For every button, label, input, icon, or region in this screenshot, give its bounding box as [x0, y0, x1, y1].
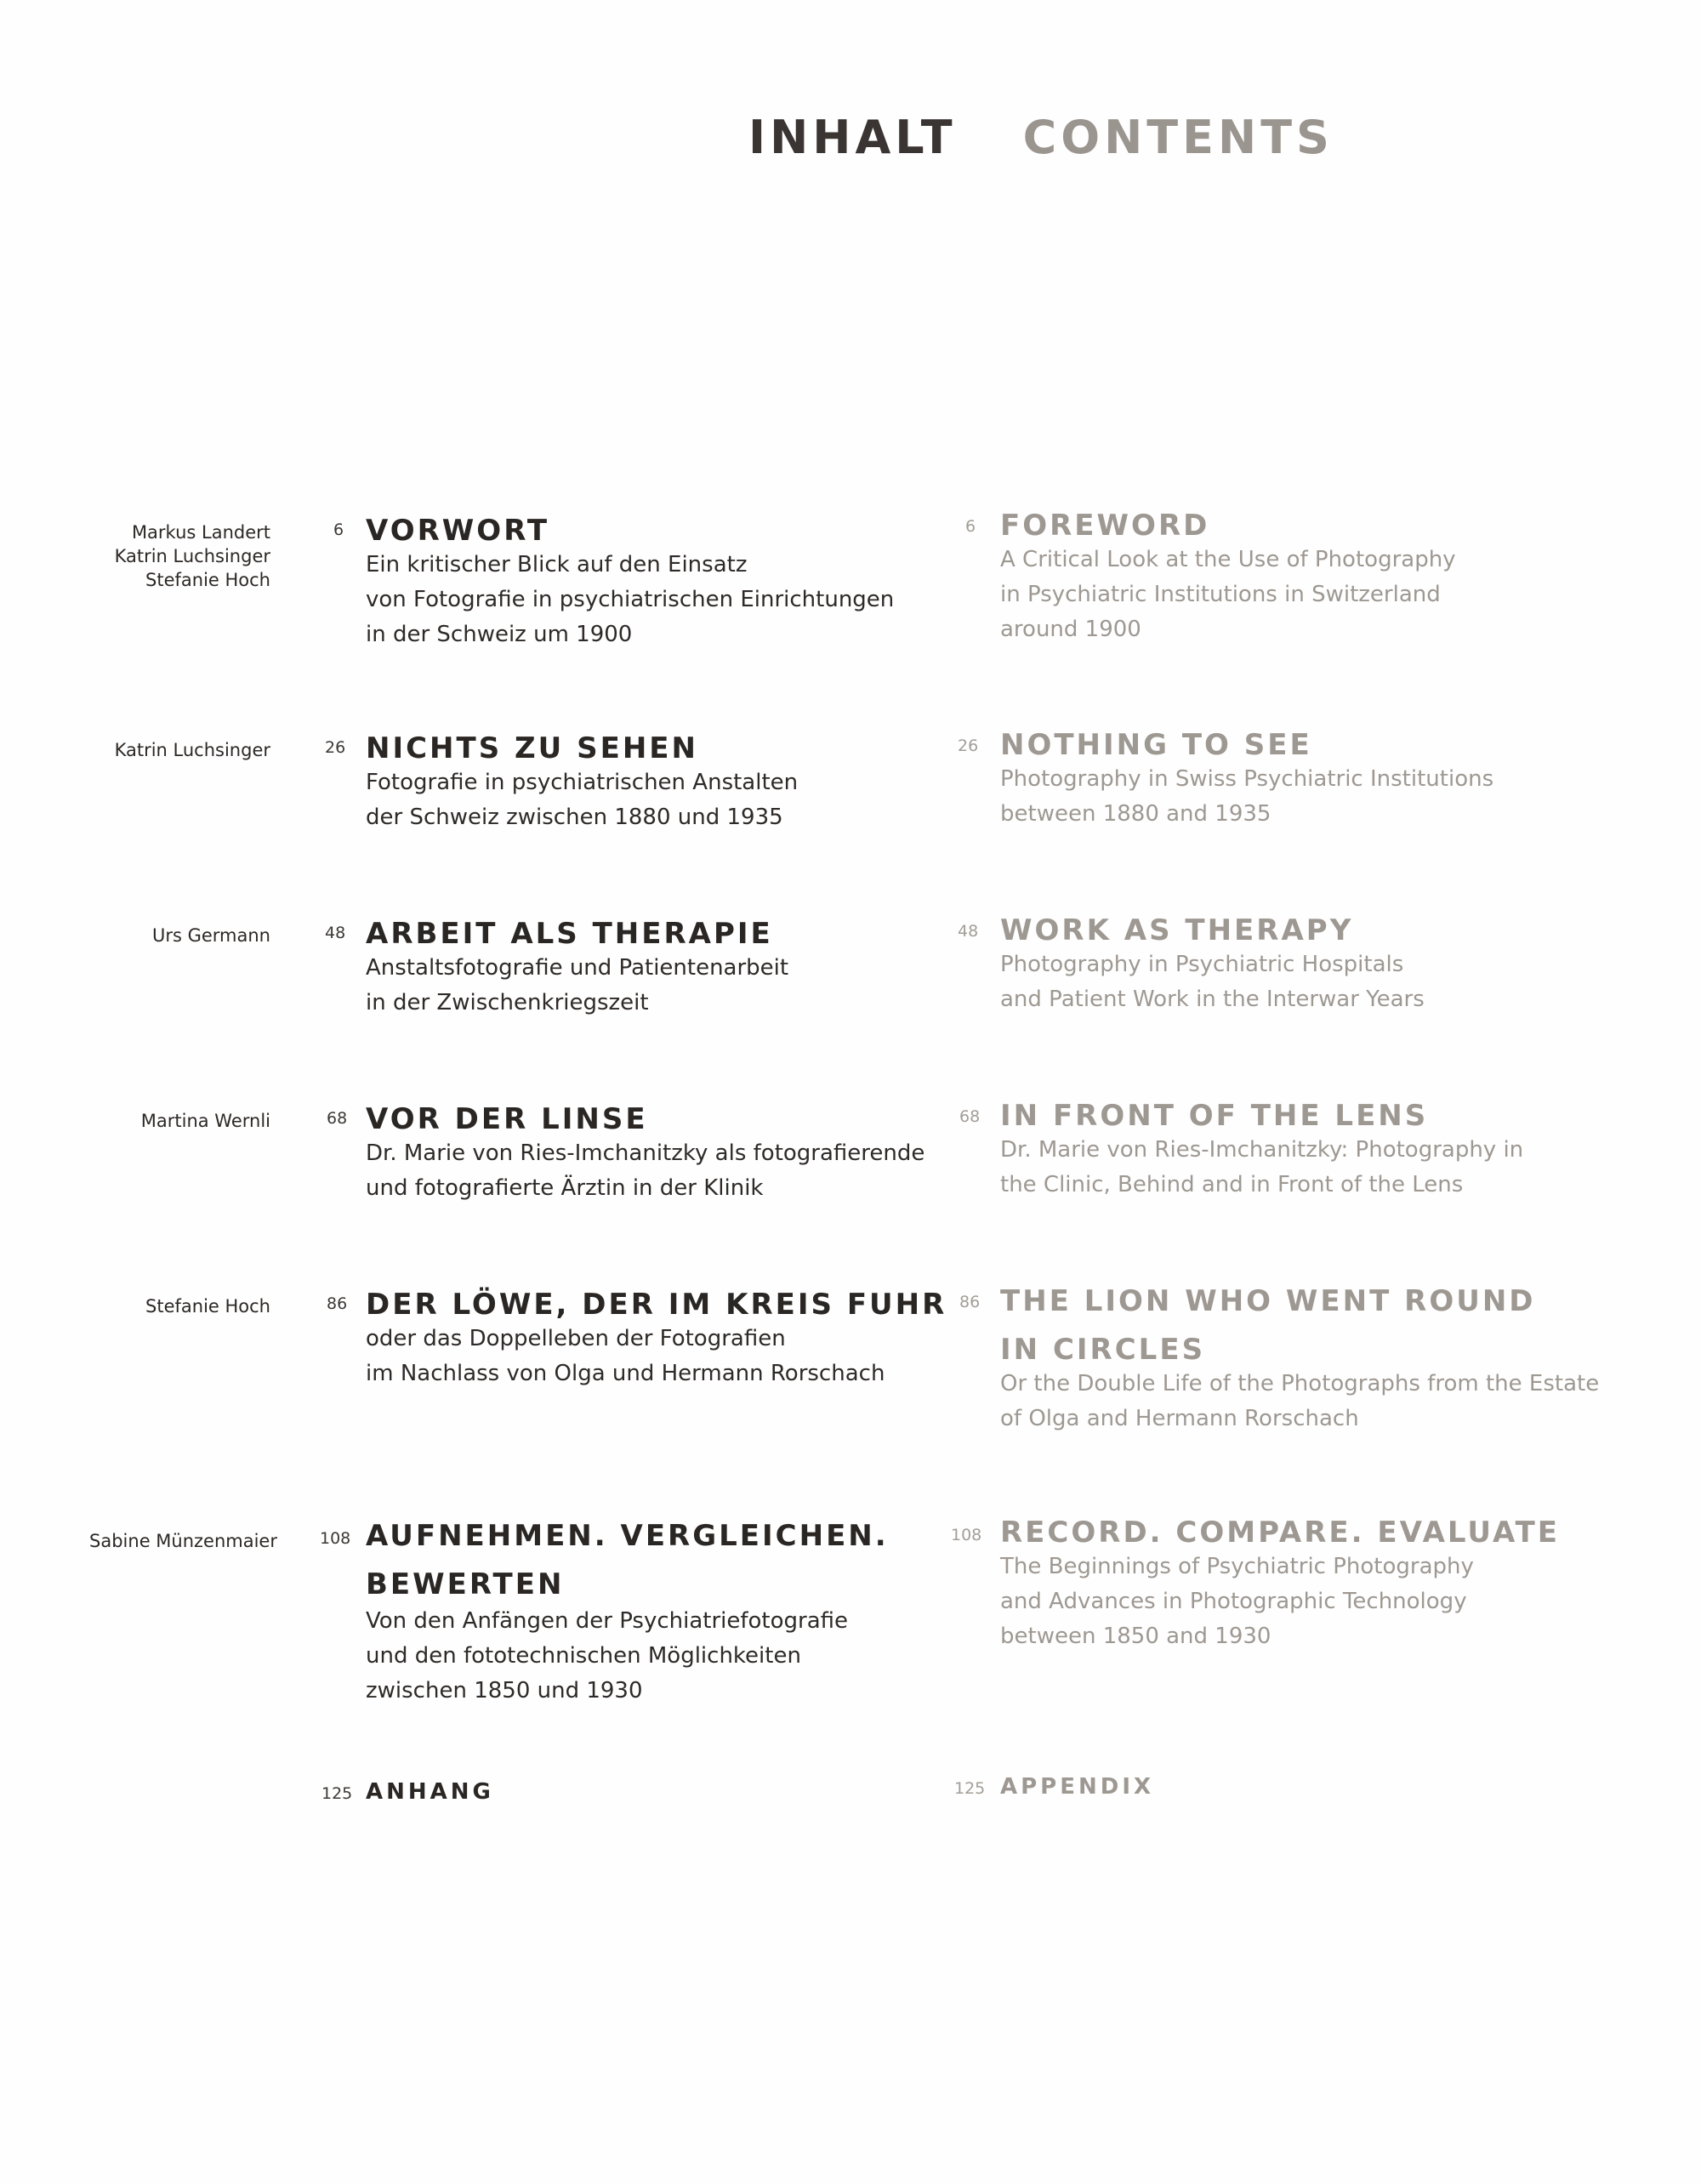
entry-title-de: ARBEIT ALS THERAPIE	[366, 917, 773, 951]
entry-author: Sabine Münzenmaier	[89, 1531, 277, 1551]
entry-subtitle-de-line: Von den Anfängen der Psychiatriefotografie	[366, 1608, 849, 1634]
entry-title-en: RECORD. COMPARE. EVALUATE	[1000, 1516, 1561, 1550]
entry-subtitle-en-line: of Olga and Hermann Rorschach	[1000, 1406, 1359, 1431]
entry-subtitle-en-line: Photography in Psychiatric Hospitals	[1000, 952, 1404, 977]
entry-subtitle-en-line: in Psychiatric Institutions in Switzerland	[1000, 582, 1441, 607]
entry-author: Katrin Luchsinger	[114, 740, 270, 760]
entry-subtitle-en-line: Photography in Swiss Psychiatric Institutions	[1000, 766, 1494, 792]
entry-title-de: VOR DER LINSE	[366, 1102, 648, 1136]
page-number-en: 48	[958, 922, 979, 941]
entry-subtitle-de-line: Anstaltsfotografie und Patientenarbeit	[366, 955, 789, 981]
appendix-title-en: APPENDIX	[1000, 1774, 1155, 1800]
page-number-de: 86	[327, 1294, 348, 1313]
title-german: INHALT	[748, 111, 957, 164]
entry-author: Markus Landert Katrin Luchsinger Stefanie Hoch	[114, 522, 270, 590]
entry-subtitle-de-line: zwischen 1850 und 1930	[366, 1678, 643, 1703]
appendix-title-de: ANHANG	[366, 1779, 494, 1805]
entry-author: Urs Germann	[151, 925, 270, 946]
entry-subtitle-de-line: in der Zwischenkriegszeit	[366, 990, 649, 1015]
page-number-en: 86	[959, 1293, 981, 1311]
page-number-de: 26	[325, 738, 346, 757]
entry-title-en: FOREWORD	[1000, 509, 1210, 543]
page-number-en: 108	[951, 1526, 982, 1544]
page-number-de: 6	[333, 520, 344, 539]
entry-title-en: THE LION WHO WENT ROUND	[1000, 1284, 1536, 1318]
entry-subtitle-en-line: A Critical Look at the Use of Photography	[1000, 547, 1456, 572]
entry-subtitle-de-line: in der Schweiz um 1900	[366, 622, 633, 647]
entry-title-de: NICHTS ZU SEHEN	[366, 731, 698, 765]
title-english: CONTENTS	[1022, 111, 1334, 164]
entry-title-en: WORK AS THERAPY	[1000, 913, 1354, 947]
page-title	[748, 111, 1334, 164]
entry-subtitle-en-line: the Clinic, Behind and in Front of the Lens	[1000, 1172, 1464, 1197]
entry-title-de: AUFNEHMEN. VERGLEICHEN. BEWERTEN	[366, 1519, 889, 1601]
entry-subtitle-de-line: Dr. Marie von Ries-Imchanitzky als fotografierende	[366, 1140, 925, 1166]
entry-subtitle-de-line: im Nachlass von Olga und Hermann Rorschach	[366, 1361, 885, 1386]
entry-subtitle-en-line: and Advances in Photographic Technology	[1000, 1589, 1467, 1614]
entry-title-de: DER LÖWE, DER IM KREIS FUHR	[366, 1288, 947, 1322]
page-number-de: 68	[327, 1109, 348, 1128]
entry-title-en: IN CIRCLES	[1000, 1333, 1206, 1367]
entry-subtitle-de-line: und den fototechnischen Möglichkeiten	[366, 1643, 801, 1669]
page-number-de: 48	[325, 924, 346, 942]
entry-title-en: IN FRONT OF THE LENS	[1000, 1099, 1429, 1133]
entry-title-de: VORWORT	[366, 514, 550, 548]
entry-subtitle-de-line: oder das Doppelleben der Fotografien	[366, 1326, 786, 1351]
entry-subtitle-en-line: around 1900	[1000, 617, 1141, 642]
entry-subtitle-en-line: and Patient Work in the Interwar Years	[1000, 987, 1425, 1012]
entry-author: Stefanie Hoch	[145, 1296, 270, 1317]
page-number-de: 108	[320, 1529, 351, 1548]
entry-title-en: NOTHING TO SEE	[1000, 728, 1312, 762]
page-number-de: 125	[321, 1784, 353, 1803]
entry-subtitle-de-line: und fotografierte Ärztin in der Klinik	[366, 1175, 764, 1201]
entry-subtitle-en-line: between 1850 and 1930	[1000, 1624, 1271, 1649]
entry-author: Martina Wernli	[140, 1111, 270, 1131]
entry-subtitle-en-line: The Beginnings of Psychiatric Photography	[1000, 1554, 1474, 1579]
page-number-en: 68	[959, 1107, 981, 1126]
page-number-en: 125	[954, 1779, 986, 1798]
entry-subtitle-de-line: Fotografie in psychiatrischen Anstalten	[366, 770, 799, 795]
entry-subtitle-en-line: Dr. Marie von Ries-Imchanitzky: Photography in	[1000, 1137, 1524, 1163]
page-number-en: 26	[958, 737, 979, 755]
entry-subtitle-de-line: der Schweiz zwischen 1880 und 1935	[366, 805, 783, 830]
entry-subtitle-de-line: Ein kritischer Blick auf den Einsatz	[366, 552, 748, 577]
page-number-en: 6	[965, 517, 976, 536]
entry-subtitle-en-line: between 1880 and 1935	[1000, 801, 1271, 827]
entry-subtitle-de-line: von Fotografie in psychiatrischen Einrichtungen	[366, 587, 895, 612]
entry-subtitle-en-line: Or the Double Life of the Photographs from the Estate	[1000, 1371, 1600, 1396]
